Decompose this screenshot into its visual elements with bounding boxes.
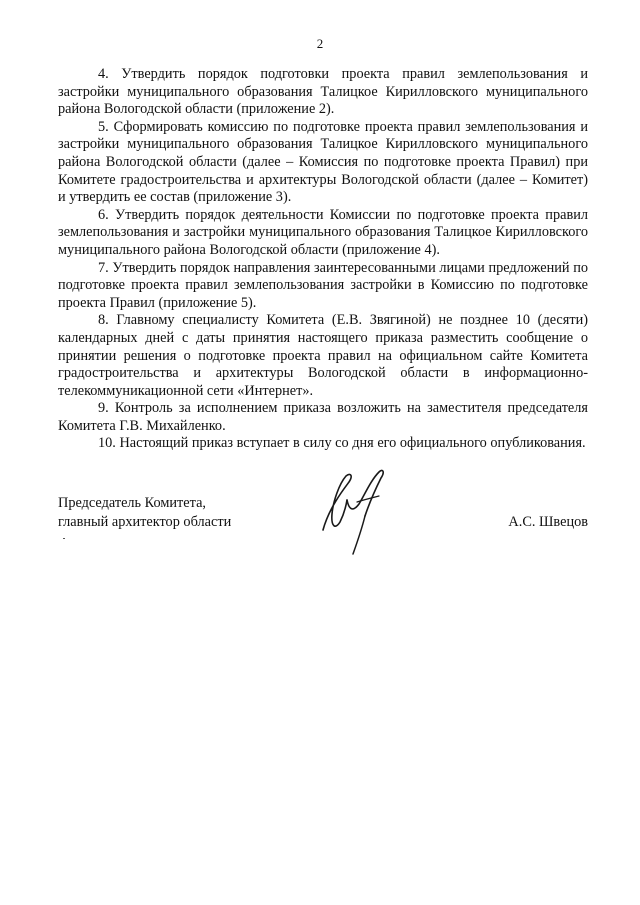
signature-block (58, 494, 588, 574)
paragraph-item-5: 5. Сформировать комиссию по подготовке проекта правил землепользования и застройки муниципального образования Талицкое Кирилловского муниципального района Вологодской области (далее – Комиссия по подготовке проекта Правил) при Комитете градостроительства и архитектуры Вологодской области (далее – Комитет) и утвердить ее состав (приложение 3). (58, 118, 588, 206)
handwritten-signature (313, 468, 399, 560)
signer-position: Председатель Комитета, (58, 495, 206, 511)
scan-speck (63, 538, 65, 539)
paragraph-item-4: 4. Утвердить порядок подготовки проекта правил землепользования и застройки муниципального образования Талицкое Кирилловского муниципального района Вологодской области (приложение 2). (58, 66, 588, 118)
paragraph-item-6: 6. Утвердить порядок деятельности Комиссии по подготовке проекта правил землепользования и застройки муниципального образования Талицкое Кирилловского муниципального района Вологодской области (приложение 4). (58, 206, 588, 258)
paragraph-item-8: 8. Главному специалисту Комитета (Е.В. Звягиной) не позднее 10 (десяти) календарных дней с даты принятия настоящего приказа разместить сообщение о принятии решения о подготовке проекта правил на официальном сайте Комитета градостроительства и архитектуры Вологодской области в информационно-телекоммуникационной сети «Интернет». (58, 312, 588, 399)
paragraph-item-10: 10. Настоящий приказ вступает в силу со дня его официального опубликования. (98, 435, 586, 452)
page-number: 2 (316, 36, 324, 51)
order-body (58, 66, 588, 453)
paragraph-item-9: 9. Контроль за исполнением приказа возложить на заместителя председателя Комитета Г.В. Михайленко. (58, 400, 588, 434)
signer-role: главный архитектор области (58, 514, 232, 530)
signer-title (58, 494, 231, 532)
signer-name: А.С. Швецов (508, 514, 588, 530)
paragraph-item-7: 7. Утвердить порядок направления заинтересованными лицами предложений по подготовке проекта правил землепользования застройки в Комиссию по подготовке проекта Правил (приложение 5). (58, 259, 588, 311)
